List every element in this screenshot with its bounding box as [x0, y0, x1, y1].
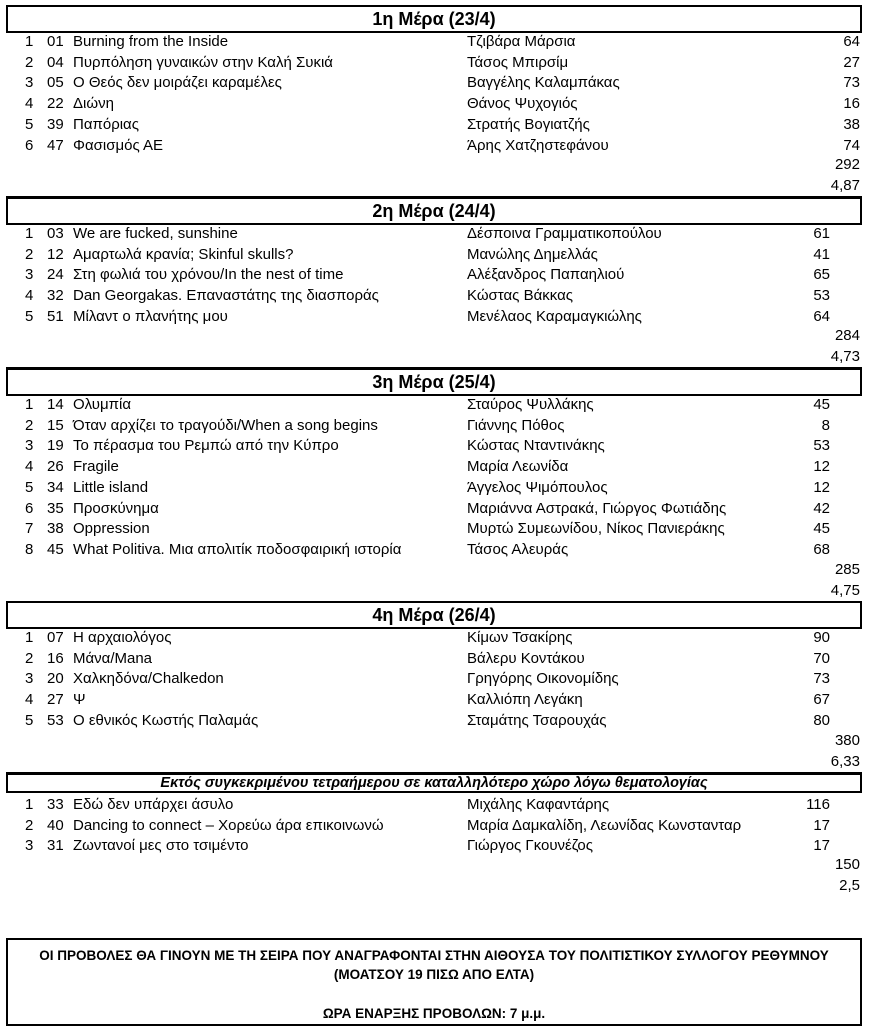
film-code: 19 — [47, 437, 64, 455]
film-code: 05 — [47, 74, 64, 92]
film-score: 73 — [813, 670, 830, 688]
film-code: 12 — [47, 245, 64, 263]
film-order: 5 — [25, 307, 34, 325]
film-row — [0, 264, 870, 285]
film-code: 22 — [47, 95, 64, 113]
film-title: Διώνη — [73, 95, 114, 113]
film-row — [0, 244, 870, 265]
film-order: 1 — [25, 396, 34, 413]
film-title: Fragile — [73, 458, 119, 476]
film-score: 116 — [806, 796, 830, 813]
day-average-value: 4,75 — [830, 582, 860, 599]
film-row — [0, 435, 870, 456]
film-order: 8 — [25, 540, 34, 558]
film-director: Σταύρος Ψυλλάκης — [467, 396, 594, 413]
film-row — [0, 518, 870, 539]
film-order: 4 — [25, 95, 34, 113]
film-director: Άρης Χατζηστεφάνου — [467, 136, 609, 154]
film-row — [0, 223, 870, 244]
day-total — [0, 560, 870, 580]
day-header: 4η Μέρα (26/4) — [6, 601, 862, 629]
film-director: Μενέλαος Καραμαγκιώλης — [467, 307, 642, 325]
film-title: Παπόριας — [73, 115, 139, 133]
film-title: Ο εθνικός Κωστής Παλαμάς — [73, 711, 259, 729]
film-order: 3 — [25, 437, 34, 455]
film-code: 26 — [47, 458, 64, 476]
film-row — [0, 456, 870, 477]
film-order: 6 — [25, 499, 34, 517]
day-total-value: 284 — [834, 327, 860, 344]
film-title: Το πέρασμα του Ρεμπώ από την Κύπρο — [73, 437, 339, 455]
film-code: 03 — [47, 225, 64, 242]
film-director: Κώστας Νταντινάκης — [467, 437, 605, 455]
film-director: Τάσος Μπιρσίμ — [467, 53, 569, 71]
film-director: Μιχάλης Καφαντάρης — [467, 796, 610, 813]
film-code: 14 — [47, 396, 64, 413]
film-order: 3 — [25, 837, 34, 855]
film-score: 73 — [843, 74, 860, 92]
film-order: 3 — [25, 266, 34, 284]
film-director: Βαγγέλης Καλαμπάκας — [467, 74, 620, 92]
day-total-value: 292 — [834, 156, 860, 173]
film-order: 1 — [25, 225, 34, 242]
film-director: Γιώργος Γκουνέζος — [467, 837, 593, 855]
film-director: Αλέξανδρος Παπαηλιού — [467, 266, 625, 284]
film-title: Μίλαντ ο πλανήτης μου — [73, 307, 228, 325]
day-total — [0, 155, 870, 175]
day-total — [0, 731, 870, 751]
film-score: 53 — [813, 437, 830, 455]
film-score: 17 — [813, 816, 830, 834]
film-code: 15 — [47, 416, 64, 434]
film-row — [0, 710, 870, 731]
notice-text: ΟΙ ΠΡΟΒΟΛΕΣ ΘΑ ΓΙΝΟΥΝ ΜΕ ΤΗ ΣΕΙΡΑ ΠΟΥ ΑΝΑΓΡΑΦΟΝΤΑΙ ΣΤΗΝ ΑΙΘΟΥΣΑ ΤΟΥ ΠΟΛΙΤΙΣΤΙΚΟΥ ΣΥΛΛΟΓΟΥ ΡΕΘΥΜΝΟΥ (ΜΟΑΤΣΟΥ 19 ΠΙΣΩ ΑΠΟ ΕΛΤΑ) — [39, 948, 829, 982]
film-director: Βάλερυ Κοντάκου — [467, 649, 585, 667]
day-average — [0, 581, 870, 601]
film-order: 1 — [25, 629, 34, 646]
film-order: 7 — [25, 520, 34, 538]
film-order: 6 — [25, 136, 34, 154]
film-title: Ψ — [73, 691, 86, 709]
film-score: 65 — [813, 266, 830, 284]
film-row — [0, 52, 870, 73]
film-title: Αμαρτωλά κρανία; Skinful skulls? — [73, 245, 294, 263]
film-row — [0, 668, 870, 689]
film-title: Η αρχαιολόγος — [73, 629, 172, 646]
film-order: 5 — [25, 711, 34, 729]
film-code: 31 — [47, 837, 64, 855]
film-director: Γρηγόρης Οικονομίδης — [467, 670, 619, 688]
film-score: 17 — [813, 837, 830, 855]
film-title: Εδώ δεν υπάρχει άσυλο — [73, 796, 234, 813]
film-code: 51 — [47, 307, 64, 325]
film-director: Καλλιόπη Λεγάκη — [467, 691, 583, 709]
film-row — [0, 648, 870, 669]
screening-notice — [6, 938, 862, 1026]
film-row — [0, 93, 870, 114]
film-director: Σταμάτης Τσαρουχάς — [467, 711, 607, 729]
film-title: Dancing to connect – Χορεύω άρα επικοινωνώ — [73, 816, 384, 834]
film-row — [0, 114, 870, 135]
day-total — [0, 855, 870, 875]
film-score: 16 — [843, 95, 860, 113]
day-total-value: 285 — [834, 561, 860, 578]
film-code: 53 — [47, 711, 64, 729]
film-score: 67 — [813, 691, 830, 709]
day-average-value: 4,73 — [830, 348, 860, 365]
film-score: 61 — [813, 225, 830, 242]
film-score: 68 — [813, 540, 830, 558]
film-code: 40 — [47, 816, 64, 834]
film-title: Ο Θεός δεν μοιράζει καραμέλες — [73, 74, 282, 92]
film-order: 4 — [25, 458, 34, 476]
day-total-value: 150 — [834, 856, 860, 873]
film-director: Μαρία Δαμκαλίδη, Λεωνίδας Κωνστανταρ — [467, 816, 742, 834]
film-title: Oppression — [73, 520, 150, 538]
film-director: Γιάννης Πόθος — [467, 416, 565, 434]
film-order: 1 — [25, 796, 34, 813]
film-code: 01 — [47, 33, 64, 50]
film-row — [0, 689, 870, 710]
film-code: 07 — [47, 629, 64, 646]
film-code: 33 — [47, 796, 64, 813]
film-director: Θάνος Ψυχογιός — [467, 95, 578, 113]
film-code: 32 — [47, 287, 64, 305]
film-title: Little island — [73, 478, 149, 496]
film-row — [0, 794, 870, 815]
film-title: Προσκύνημα — [73, 499, 159, 517]
film-code: 35 — [47, 499, 64, 517]
film-title: Ζωντανοί μες στο τσιμέντο — [73, 837, 249, 855]
film-order: 2 — [25, 416, 34, 434]
day-total-value: 380 — [834, 732, 860, 749]
film-director: Στρατής Βογιατζής — [467, 115, 590, 133]
film-director: Μαρία Λεωνίδα — [467, 458, 569, 476]
film-director: Μαριάννα Αστρακά, Γιώργος Φωτιάδης — [467, 499, 727, 517]
film-director: Δέσποινα Γραμματικοπούλου — [467, 225, 662, 242]
day-average — [0, 176, 870, 196]
film-title: What Politiva. Μια απολιτίκ ποδοσφαιρική ιστορία — [73, 540, 402, 558]
film-order: 4 — [25, 691, 34, 709]
film-order: 5 — [25, 115, 34, 133]
film-row — [0, 815, 870, 836]
film-title: We are fucked, sunshine — [73, 225, 238, 242]
film-row — [0, 31, 870, 52]
film-score: 64 — [843, 33, 860, 50]
film-row — [0, 285, 870, 306]
film-order: 4 — [25, 287, 34, 305]
film-row — [0, 539, 870, 560]
film-title: Πυρπόληση γυναικών στην Καλή Συκιά — [73, 53, 333, 71]
film-row — [0, 477, 870, 498]
film-score: 41 — [813, 245, 830, 263]
film-code: 45 — [47, 540, 64, 558]
film-score: 74 — [843, 136, 860, 154]
film-code: 38 — [47, 520, 64, 538]
day-average — [0, 876, 870, 896]
film-row — [0, 415, 870, 436]
film-score: 12 — [813, 458, 830, 476]
film-title: Ολυμπία — [73, 396, 132, 413]
film-row — [0, 394, 870, 415]
film-row — [0, 306, 870, 327]
film-code: 20 — [47, 670, 64, 688]
day-average-value: 4,87 — [830, 177, 860, 194]
film-director: Κίμων Τσακίρης — [467, 629, 573, 646]
film-title: Burning from the Inside — [73, 33, 229, 50]
film-score: 27 — [843, 53, 860, 71]
film-score: 42 — [813, 499, 830, 517]
film-code: 34 — [47, 478, 64, 496]
film-director: Μυρτώ Συμεωνίδου, Νίκος Πανιεράκης — [467, 520, 725, 538]
film-row — [0, 135, 870, 156]
day-average — [0, 752, 870, 772]
day-average-value: 2,5 — [839, 877, 860, 894]
film-row — [0, 72, 870, 93]
day-average — [0, 347, 870, 367]
film-order: 2 — [25, 649, 34, 667]
film-director: Τζιβάρα Μάρσια — [467, 33, 576, 50]
film-code: 47 — [47, 136, 64, 154]
film-director: Τάσος Αλευράς — [467, 540, 569, 558]
film-order: 2 — [25, 53, 34, 71]
film-row — [0, 498, 870, 519]
film-score: 80 — [813, 711, 830, 729]
film-order: 3 — [25, 670, 34, 688]
day-total — [0, 326, 870, 346]
film-title: Dan Georgakas. Επαναστάτης της διασποράς — [73, 287, 379, 305]
film-code: 16 — [47, 649, 64, 667]
film-score: 90 — [813, 629, 830, 646]
film-director: Κώστας Βάκκας — [467, 287, 573, 305]
notice-start-time: ΩΡΑ ΕΝΑΡΞΗΣ ΠΡΟΒΟΛΩΝ: 7 μ.μ. — [322, 1006, 546, 1021]
film-score: 45 — [813, 520, 830, 538]
film-score: 64 — [813, 307, 830, 325]
day-header: 3η Μέρα (25/4) — [6, 368, 862, 396]
film-title: Στη φωλιά του χρόνου/In the nest of time — [73, 266, 344, 284]
day-header: Εκτός συγκεκριμένου τετραήμερου σε καταλληλότερο χώρο λόγω θεματολογίας — [6, 773, 862, 793]
day-header: 2η Μέρα (24/4) — [6, 197, 862, 225]
film-title: Χαλκηδόνα/Chalkedon — [73, 670, 224, 688]
film-row — [0, 627, 870, 648]
film-score: 12 — [813, 478, 830, 496]
film-score: 45 — [813, 396, 830, 413]
film-row — [0, 835, 870, 856]
film-order: 5 — [25, 478, 34, 496]
film-title: Όταν αρχίζει το τραγούδι/When a song begins — [73, 416, 378, 434]
film-score: 53 — [813, 287, 830, 305]
film-code: 24 — [47, 266, 64, 284]
film-order: 1 — [25, 33, 34, 50]
film-title: Φασισμός ΑΕ — [73, 136, 164, 154]
film-title: Μάνα/Mana — [73, 649, 153, 667]
day-header: 1η Μέρα (23/4) — [6, 5, 862, 33]
film-order: 3 — [25, 74, 34, 92]
film-score: 8 — [821, 416, 830, 434]
film-score: 38 — [843, 115, 860, 133]
day-average-value: 6,33 — [830, 753, 860, 770]
film-order: 2 — [25, 816, 34, 834]
film-code: 39 — [47, 115, 64, 133]
film-score: 70 — [813, 649, 830, 667]
film-director: Άγγελος Ψιμόπουλος — [467, 478, 608, 496]
film-order: 2 — [25, 245, 34, 263]
film-director: Μανώλης Δημελλάς — [467, 245, 598, 263]
film-code: 04 — [47, 53, 64, 71]
film-code: 27 — [47, 691, 64, 709]
